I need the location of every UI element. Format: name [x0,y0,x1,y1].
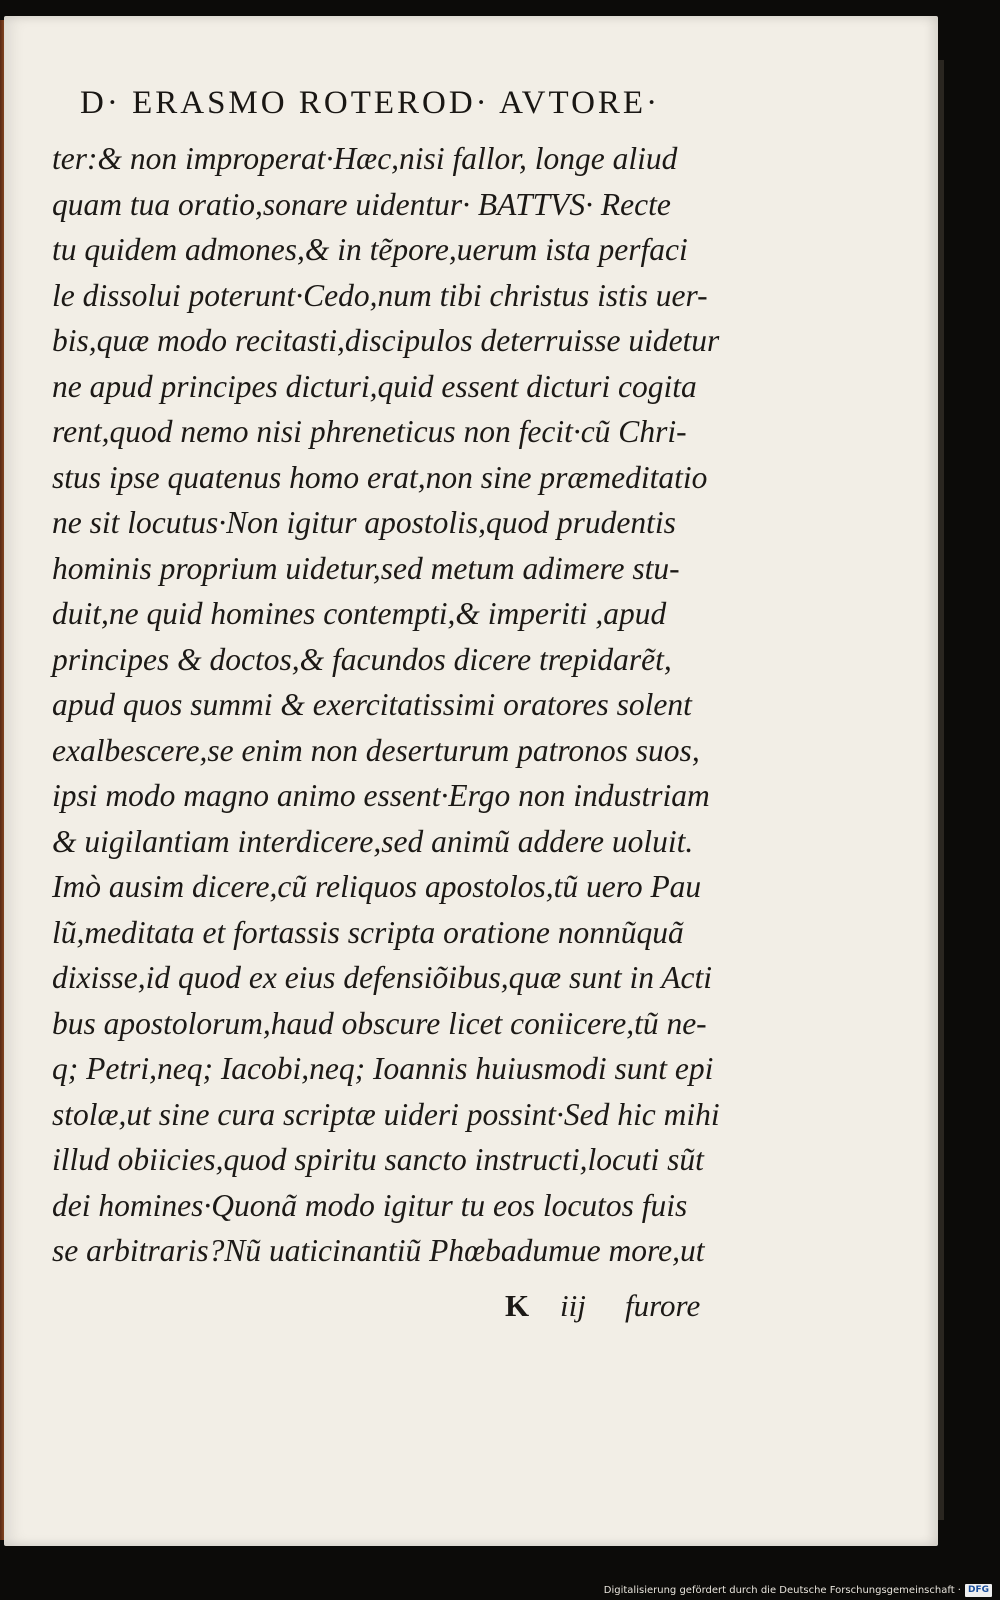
funding-footer [604,1584,992,1597]
text-line: tu quidem admones,& in tẽpore,uerum ista perfaci [52,232,688,267]
text-line: se arbitraris?Nũ uaticinantiũ Phœbadumue more,ut [52,1233,705,1268]
funding-text: Digitalisierung gefördert durch die Deutsche Forschungsgemeinschaft · [603,1585,961,1596]
text-line: Imò ausim dicere,cũ reliquos apostolos,tũ uero Pau [52,869,702,904]
text-line: q; Petri,neq; Iacobi,neq; Ioannis huiusmodi sunt epi [52,1051,714,1086]
text-line: ne apud principes dicturi,quid essent dicturi cogita [52,368,697,404]
signature-mark: K [505,1288,530,1323]
text-line: dei homines·Quonã modo igitur tu eos locutos fuis [52,1187,688,1223]
text-line: & uigilantiam interdicere,sed animũ addere uoluit. [52,823,694,859]
text-line: bus apostolorum,haud obscure licet coniicere,tũ ne- [52,1005,707,1041]
text-line: lũ,meditata et fortassis scripta oratione nonnũquã [52,914,684,950]
text-line: exalbescere,se enim non deserturum patronos suos, [52,732,700,768]
page-edge [938,60,944,1520]
text-line: apud quos summi & exercitatissimi oratores solent [52,687,692,722]
text-line: le dissolui poterunt·Cedo,num tibi christus istis uer- [52,277,708,313]
text-line: principes & doctos,& facundos dicere trepidarẽt, [52,641,672,677]
text-line: hominis proprium uidetur,sed metum adimere stu- [52,550,680,586]
text-line: ne sit locutus·Non igitur apostolis,quod prudentis [52,505,676,540]
text-line: stus ipse quatenus homo erat,non sine præmeditatio [52,459,708,495]
text-line: bis,quæ modo recitasti,discipulos deterruisse uidetur [52,323,720,358]
text-line: stolæ,ut sine cura scriptæ uideri possint·Sed hic mihi [52,1096,720,1132]
text-line: ter:& non improperat·Hæc,nisi fallor, longe aliud [52,141,678,176]
text-line: duit,ne quid homines contempti,& imperiti ,apud [52,596,667,631]
signature-number: iij [560,1288,586,1323]
text-line: illud obiicies,quod spiritu sancto instructi,locuti sũt [52,1142,704,1177]
text-line: dixisse,id quod ex eius defensiõibus,quæ sunt in Acti [52,960,712,995]
text-line: quam tua oratio,sonare uidentur· BATTVS· Recte [52,186,671,222]
body-text [52,136,752,1274]
running-header: D· ERASMO ROTEROD· AVTORE· [80,85,661,121]
text-line: rent,quod nemo nisi phreneticus non fecit·cũ Chri- [52,414,687,449]
text-line: ipsi modo magno animo essent·Ergo non industriam [52,778,710,813]
dfg-logo: DFG [965,1584,992,1597]
catchword: furore [625,1288,701,1323]
